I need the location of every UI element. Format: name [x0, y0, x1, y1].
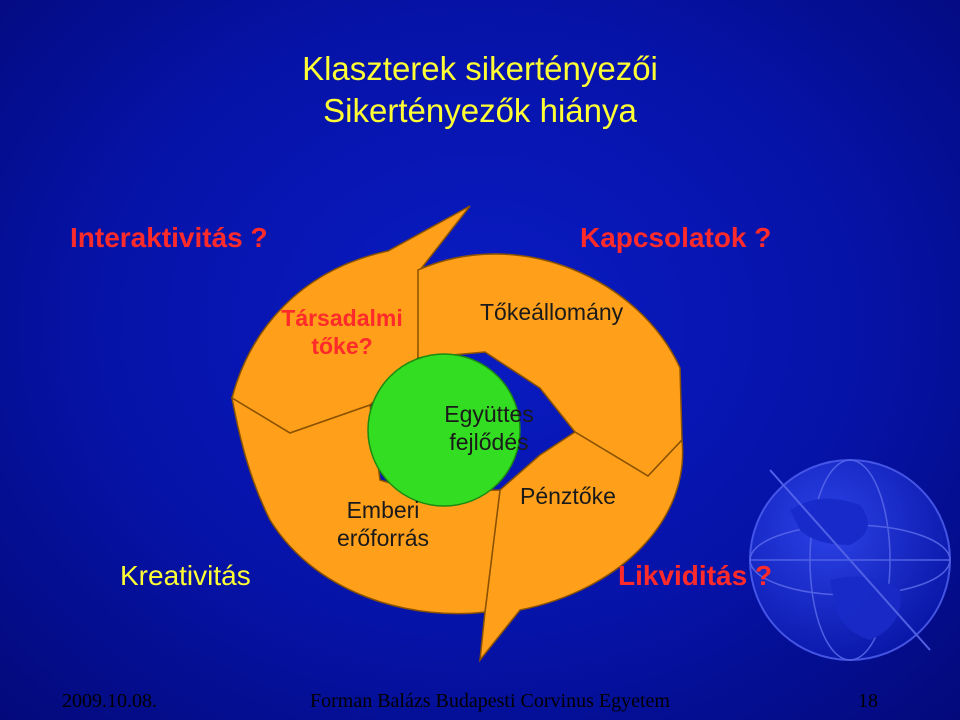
capital-stock-label: Tőkeállomány [480, 299, 624, 325]
slide-title-line2: Sikertényezők hiánya [323, 92, 637, 129]
footer-date: 2009.10.08. [62, 690, 157, 712]
center-label [424, 400, 554, 456]
interactivity-label: Interaktivitás ? [70, 222, 268, 253]
social-capital-line2: tőke? [311, 333, 373, 359]
creativity-label: Kreativitás [120, 560, 251, 591]
footer-author: Forman Balázs Budapesti Corvinus Egyetem [310, 690, 670, 712]
social-capital-line1: Társadalmi [281, 305, 403, 331]
connections-label: Kapcsolatok ? [580, 222, 772, 253]
globe-icon [750, 460, 950, 660]
liquidity-label: Likviditás ? [618, 560, 773, 591]
human-resources-line1: Emberi [346, 497, 420, 523]
financial-capital-label: Pénztőke [520, 483, 616, 509]
center-line1: Együttes [444, 401, 534, 427]
social-capital-label [272, 304, 412, 360]
slide-title-line1: Klaszterek sikertényezői [302, 50, 658, 87]
center-line2: fejlődés [449, 429, 529, 455]
human-resources-label [328, 496, 438, 552]
footer-page-number: 18 [858, 690, 878, 712]
human-resources-line2: erőforrás [336, 525, 430, 551]
